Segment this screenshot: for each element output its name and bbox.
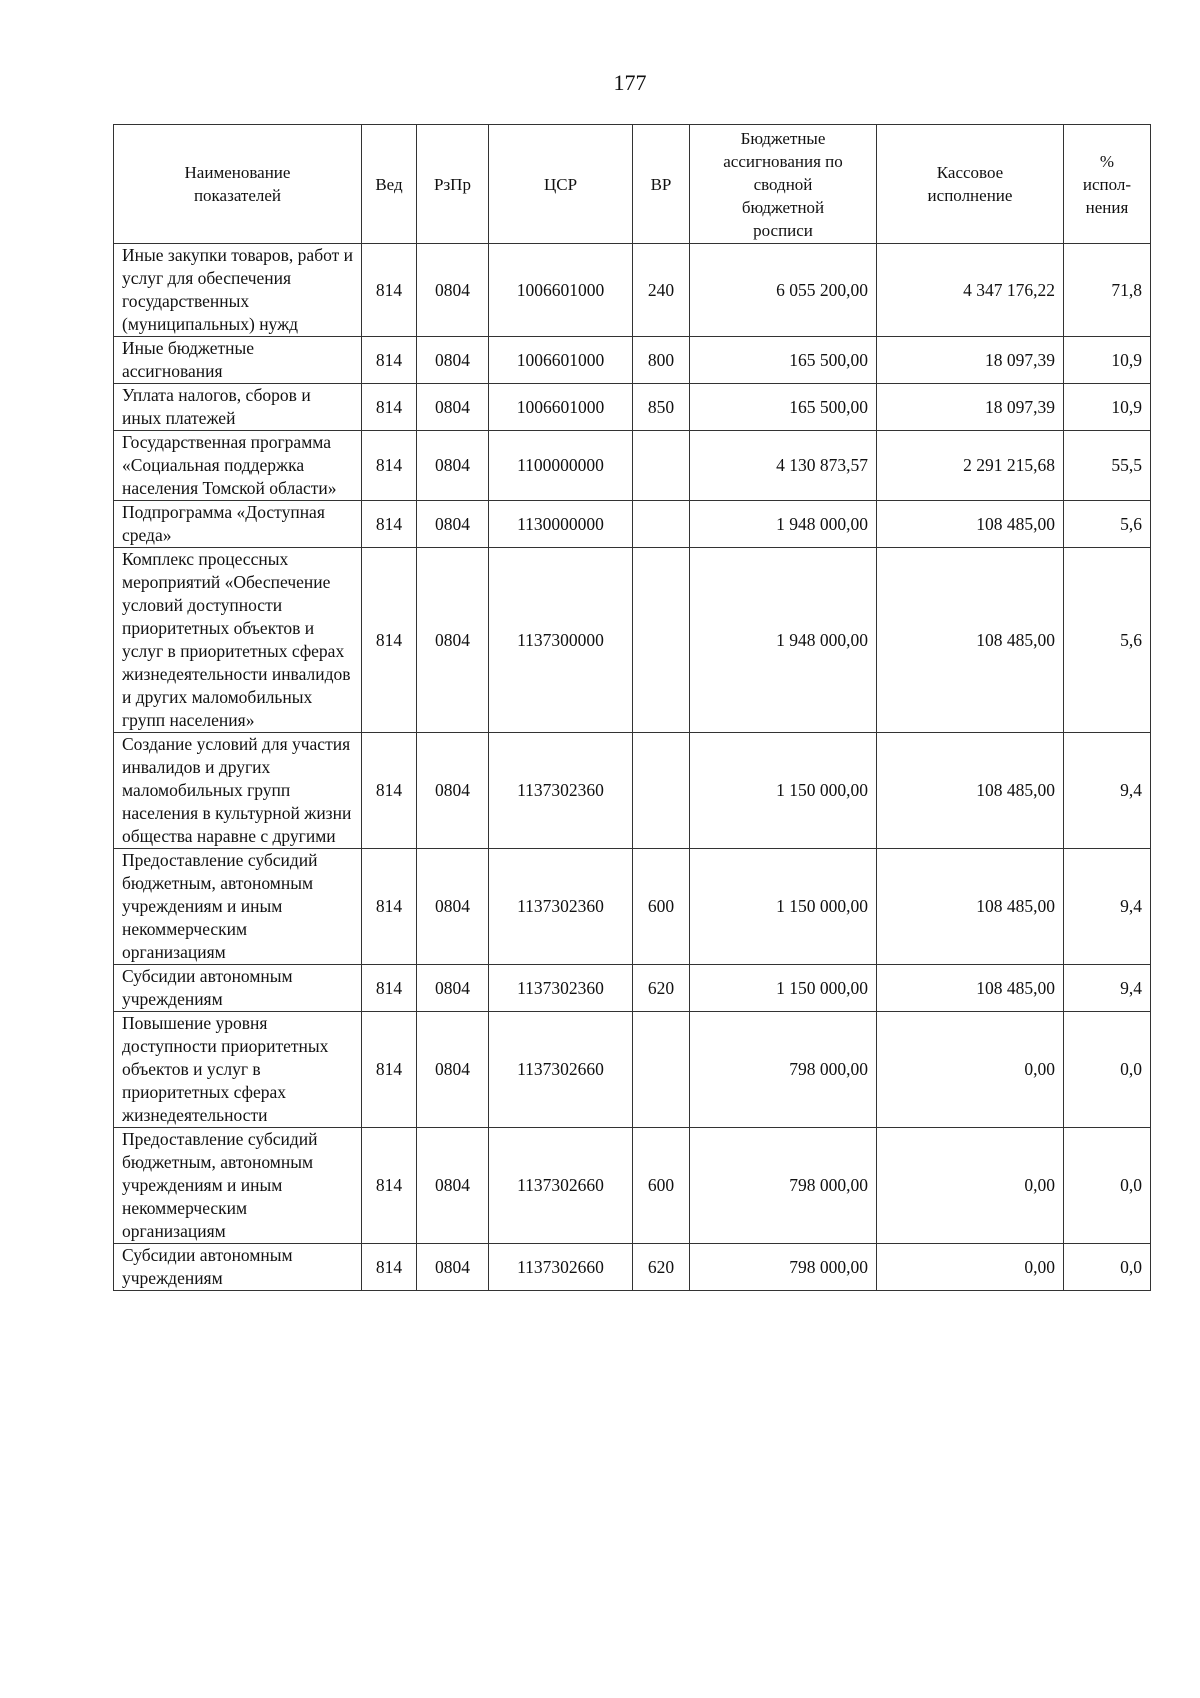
cell-name: Создание условий для участия инвалидов и других маломобильных групп населения в культурной жизни общества наравне с другими bbox=[114, 733, 362, 849]
cell-pct: 71,8 bbox=[1064, 244, 1151, 337]
table-row bbox=[114, 431, 1151, 501]
cell-rzpr: 0804 bbox=[417, 337, 489, 384]
cell-ved: 814 bbox=[362, 1128, 417, 1244]
header-ved: Вед bbox=[362, 125, 417, 244]
cell-csr: 1100000000 bbox=[489, 431, 633, 501]
cell-csr: 1130000000 bbox=[489, 501, 633, 548]
cell-csr: 1137300000 bbox=[489, 548, 633, 733]
cell-name: Субсидии автономным учреждениям bbox=[114, 965, 362, 1012]
cell-rzpr: 0804 bbox=[417, 384, 489, 431]
table-row bbox=[114, 1244, 1151, 1291]
table-row bbox=[114, 501, 1151, 548]
cell-pct: 9,4 bbox=[1064, 733, 1151, 849]
cell-fact: 4 347 176,22 bbox=[877, 244, 1064, 337]
page-number: 177 bbox=[613, 70, 647, 95]
cell-rzpr: 0804 bbox=[417, 501, 489, 548]
cell-rzpr: 0804 bbox=[417, 1012, 489, 1128]
cell-pct: 9,4 bbox=[1064, 849, 1151, 965]
cell-name: Повышение уровня доступности приоритетных объектов и услуг в приоритетных сферах жизнедеятельности bbox=[114, 1012, 362, 1128]
cell-csr: 1137302660 bbox=[489, 1244, 633, 1291]
cell-pct: 10,9 bbox=[1064, 384, 1151, 431]
cell-fact: 0,00 bbox=[877, 1012, 1064, 1128]
table-header-row bbox=[114, 125, 1151, 244]
cell-fact: 2 291 215,68 bbox=[877, 431, 1064, 501]
table-row bbox=[114, 733, 1151, 849]
cell-pct: 5,6 bbox=[1064, 548, 1151, 733]
cell-plan: 6 055 200,00 bbox=[690, 244, 877, 337]
cell-rzpr: 0804 bbox=[417, 431, 489, 501]
cell-ved: 814 bbox=[362, 733, 417, 849]
cell-csr: 1006601000 bbox=[489, 384, 633, 431]
table-row bbox=[114, 337, 1151, 384]
cell-ved: 814 bbox=[362, 384, 417, 431]
cell-vr: 240 bbox=[633, 244, 690, 337]
cell-pct: 0,0 bbox=[1064, 1244, 1151, 1291]
cell-vr bbox=[633, 733, 690, 849]
cell-plan: 1 150 000,00 bbox=[690, 965, 877, 1012]
table-row bbox=[114, 965, 1151, 1012]
budget-execution-table bbox=[113, 124, 1151, 1291]
cell-vr: 600 bbox=[633, 849, 690, 965]
cell-csr: 1137302360 bbox=[489, 733, 633, 849]
cell-vr: 850 bbox=[633, 384, 690, 431]
cell-csr: 1137302660 bbox=[489, 1128, 633, 1244]
cell-fact: 0,00 bbox=[877, 1128, 1064, 1244]
cell-ved: 814 bbox=[362, 1012, 417, 1128]
header-name: Наименование показателей bbox=[114, 125, 362, 244]
cell-rzpr: 0804 bbox=[417, 849, 489, 965]
cell-rzpr: 0804 bbox=[417, 965, 489, 1012]
cell-fact: 108 485,00 bbox=[877, 548, 1064, 733]
cell-vr: 620 bbox=[633, 965, 690, 1012]
cell-vr bbox=[633, 501, 690, 548]
cell-ved: 814 bbox=[362, 849, 417, 965]
cell-name: Предоставление субсидий бюджетным, автономным учреждениям и иным некоммерческим организациям bbox=[114, 1128, 362, 1244]
cell-name: Иные бюджетные ассигнования bbox=[114, 337, 362, 384]
header-csr: ЦСР bbox=[489, 125, 633, 244]
cell-plan: 798 000,00 bbox=[690, 1128, 877, 1244]
cell-pct: 9,4 bbox=[1064, 965, 1151, 1012]
cell-plan: 798 000,00 bbox=[690, 1244, 877, 1291]
cell-vr bbox=[633, 1012, 690, 1128]
cell-ved: 814 bbox=[362, 244, 417, 337]
header-fact: Кассовое исполнение bbox=[877, 125, 1064, 244]
cell-name: Комплекс процессных мероприятий «Обеспечение условий доступности приоритетных объектов и услуг в приоритетных сферах жизнедеятельности инвалидов и других маломобильных групп населения» bbox=[114, 548, 362, 733]
header-rzpr: РзПр bbox=[417, 125, 489, 244]
cell-ved: 814 bbox=[362, 1244, 417, 1291]
cell-rzpr: 0804 bbox=[417, 733, 489, 849]
cell-name: Государственная программа «Социальная поддержка населения Томской области» bbox=[114, 431, 362, 501]
cell-ved: 814 bbox=[362, 965, 417, 1012]
cell-fact: 108 485,00 bbox=[877, 501, 1064, 548]
cell-ved: 814 bbox=[362, 337, 417, 384]
header-plan: Бюджетные ассигнования по сводной бюджетной росписи bbox=[690, 125, 877, 244]
cell-csr: 1137302360 bbox=[489, 849, 633, 965]
cell-vr: 800 bbox=[633, 337, 690, 384]
header-pct: % испол- нения bbox=[1064, 125, 1151, 244]
table-row bbox=[114, 1128, 1151, 1244]
cell-rzpr: 0804 bbox=[417, 244, 489, 337]
table-row bbox=[114, 548, 1151, 733]
cell-vr: 620 bbox=[633, 1244, 690, 1291]
cell-vr: 600 bbox=[633, 1128, 690, 1244]
cell-pct: 10,9 bbox=[1064, 337, 1151, 384]
cell-plan: 798 000,00 bbox=[690, 1012, 877, 1128]
cell-plan: 165 500,00 bbox=[690, 384, 877, 431]
cell-fact: 18 097,39 bbox=[877, 384, 1064, 431]
cell-pct: 55,5 bbox=[1064, 431, 1151, 501]
cell-csr: 1006601000 bbox=[489, 337, 633, 384]
cell-name: Подпрограмма «Доступная среда» bbox=[114, 501, 362, 548]
cell-csr: 1137302660 bbox=[489, 1012, 633, 1128]
cell-fact: 108 485,00 bbox=[877, 849, 1064, 965]
table-row bbox=[114, 384, 1151, 431]
table-body bbox=[114, 244, 1151, 1291]
cell-csr: 1137302360 bbox=[489, 965, 633, 1012]
cell-plan: 1 948 000,00 bbox=[690, 548, 877, 733]
cell-pct: 0,0 bbox=[1064, 1012, 1151, 1128]
cell-fact: 18 097,39 bbox=[877, 337, 1064, 384]
cell-plan: 165 500,00 bbox=[690, 337, 877, 384]
cell-name: Иные закупки товаров, работ и услуг для обеспечения государственных (муниципальных) нужд bbox=[114, 244, 362, 337]
cell-fact: 0,00 bbox=[877, 1244, 1064, 1291]
header-vr: ВР bbox=[633, 125, 690, 244]
cell-pct: 5,6 bbox=[1064, 501, 1151, 548]
cell-plan: 4 130 873,57 bbox=[690, 431, 877, 501]
table-row bbox=[114, 849, 1151, 965]
cell-name: Уплата налогов, сборов и иных платежей bbox=[114, 384, 362, 431]
cell-pct: 0,0 bbox=[1064, 1128, 1151, 1244]
cell-vr bbox=[633, 548, 690, 733]
table-row bbox=[114, 1012, 1151, 1128]
cell-plan: 1 150 000,00 bbox=[690, 733, 877, 849]
cell-plan: 1 150 000,00 bbox=[690, 849, 877, 965]
cell-plan: 1 948 000,00 bbox=[690, 501, 877, 548]
cell-ved: 814 bbox=[362, 501, 417, 548]
cell-ved: 814 bbox=[362, 431, 417, 501]
cell-name: Предоставление субсидий бюджетным, автономным учреждениям и иным некоммерческим организациям bbox=[114, 849, 362, 965]
cell-csr: 1006601000 bbox=[489, 244, 633, 337]
cell-vr bbox=[633, 431, 690, 501]
cell-name: Субсидии автономным учреждениям bbox=[114, 1244, 362, 1291]
table-row bbox=[114, 244, 1151, 337]
cell-ved: 814 bbox=[362, 548, 417, 733]
cell-rzpr: 0804 bbox=[417, 1244, 489, 1291]
cell-rzpr: 0804 bbox=[417, 1128, 489, 1244]
cell-fact: 108 485,00 bbox=[877, 733, 1064, 849]
cell-rzpr: 0804 bbox=[417, 548, 489, 733]
cell-fact: 108 485,00 bbox=[877, 965, 1064, 1012]
